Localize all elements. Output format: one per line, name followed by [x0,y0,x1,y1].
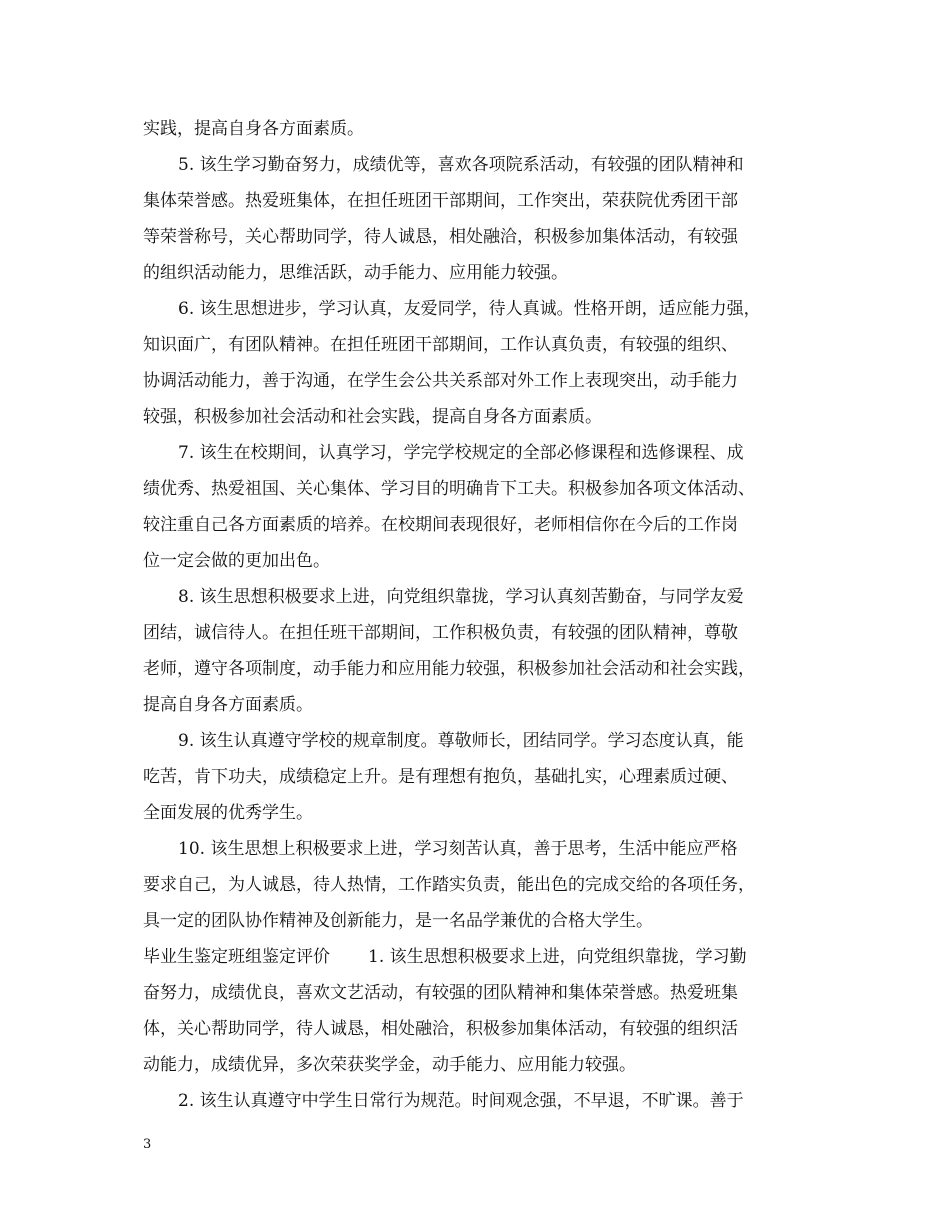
text-line: 绩优秀、热爱祖国、关心集体、学习目的明确肯下工夫。积极参加各项文体活动、 [143,479,755,499]
section-heading-line [143,945,823,969]
text-line: 知识面广，有团队精神。在担任班团干部期间，工作认真负责，有较强的组织、 [143,335,738,355]
text-line: 等荣誉称号，关心帮助同学，待人诚恳，相处融洽，积极参加集体活动，有较强 [143,227,738,247]
text-line: 团结，诚信待人。在担任班干部期间，工作积极负责，有较强的团队精神，尊敬 [143,623,738,643]
text-line: 具一定的团队协作精神及创新能力，是一名品学兼优的合格大学生。 [143,911,653,931]
text-line: 协调活动能力，善于沟通，在学生会公共关系部对外工作上表现突出，动手能力 [143,371,738,391]
text-line: 的组织活动能力，思维活跃，动手能力、应用能力较强。 [143,263,568,283]
text-line: 奋努力，成绩优良，喜欢文艺活动，有较强的团队精神和集体荣誉感。热爱班集 [143,983,738,1003]
text-line: 较注重自己各方面素质的培养。在校期间表现很好，老师相信你在今后的工作岗 [143,515,738,535]
text-line: 集体荣誉感。热爱班集体，在担任班团干部期间，工作突出，荣获院优秀团干部 [143,191,738,211]
text-line: 1. 该生思想积极要求上进，向党组织靠拢，学习勤 [368,947,747,967]
text-line: 7. 该生在校期间，认真学习，学完学校规定的全部必修课程和选修课程、成 [178,443,744,463]
text-line: 位一定会做的更加出色。 [143,551,330,571]
text-line: 实践，提高自身各方面素质。 [143,119,364,139]
text-line: 10. 该生思想上积极要求上进，学习刻苦认真，善于思考，生活中能应严格 [178,839,738,859]
text-line: 体，关心帮助同学，待人诚恳，相处融洽，积极参加集体活动，有较强的组织活 [143,1019,738,1039]
section-heading: 毕业生鉴定班组鉴定评价 [143,947,330,967]
text-line: 全面发展的优秀学生。 [143,803,313,823]
text-line: 5. 该生学习勤奋努力，成绩优等，喜欢各项院系活动，有较强的团队精神和 [178,155,744,175]
text-line: 较强，积极参加社会活动和社会实践，提高自身各方面素质。 [143,407,602,427]
text-line: 提高自身各方面素质。 [143,695,313,715]
text-line: 老师，遵守各项制度，动手能力和应用能力较强，积极参加社会活动和社会实践， [143,659,755,679]
text-line: 吃苦，肯下功夫，成绩稳定上升。是有理想有抱负，基础扎实，心理素质过硬、 [143,767,738,787]
page-number: 3 [143,1137,152,1152]
text-line: 6. 该生思想进步，学习认真，友爱同学，待人真诚。性格开朗，适应能力强， [178,299,761,319]
text-line: 要求自己，为人诚恳，待人热情，工作踏实负责，能出色的完成交给的各项任务， [143,875,755,895]
text-line: 动能力，成绩优异，多次荣获奖学金，动手能力、应用能力较强。 [143,1055,636,1075]
text-line: 8. 该生思想积极要求上进，向党组织靠拢，学习认真刻苦勤奋，与同学友爱 [178,587,744,607]
text-line: 2. 该生认真遵守中学生日常行为规范。时间观念强，不早退，不旷课。善于 [178,1091,744,1111]
text-line: 9. 该生认真遵守学校的规章制度。尊敬师长，团结同学。学习态度认真，能 [178,731,744,751]
